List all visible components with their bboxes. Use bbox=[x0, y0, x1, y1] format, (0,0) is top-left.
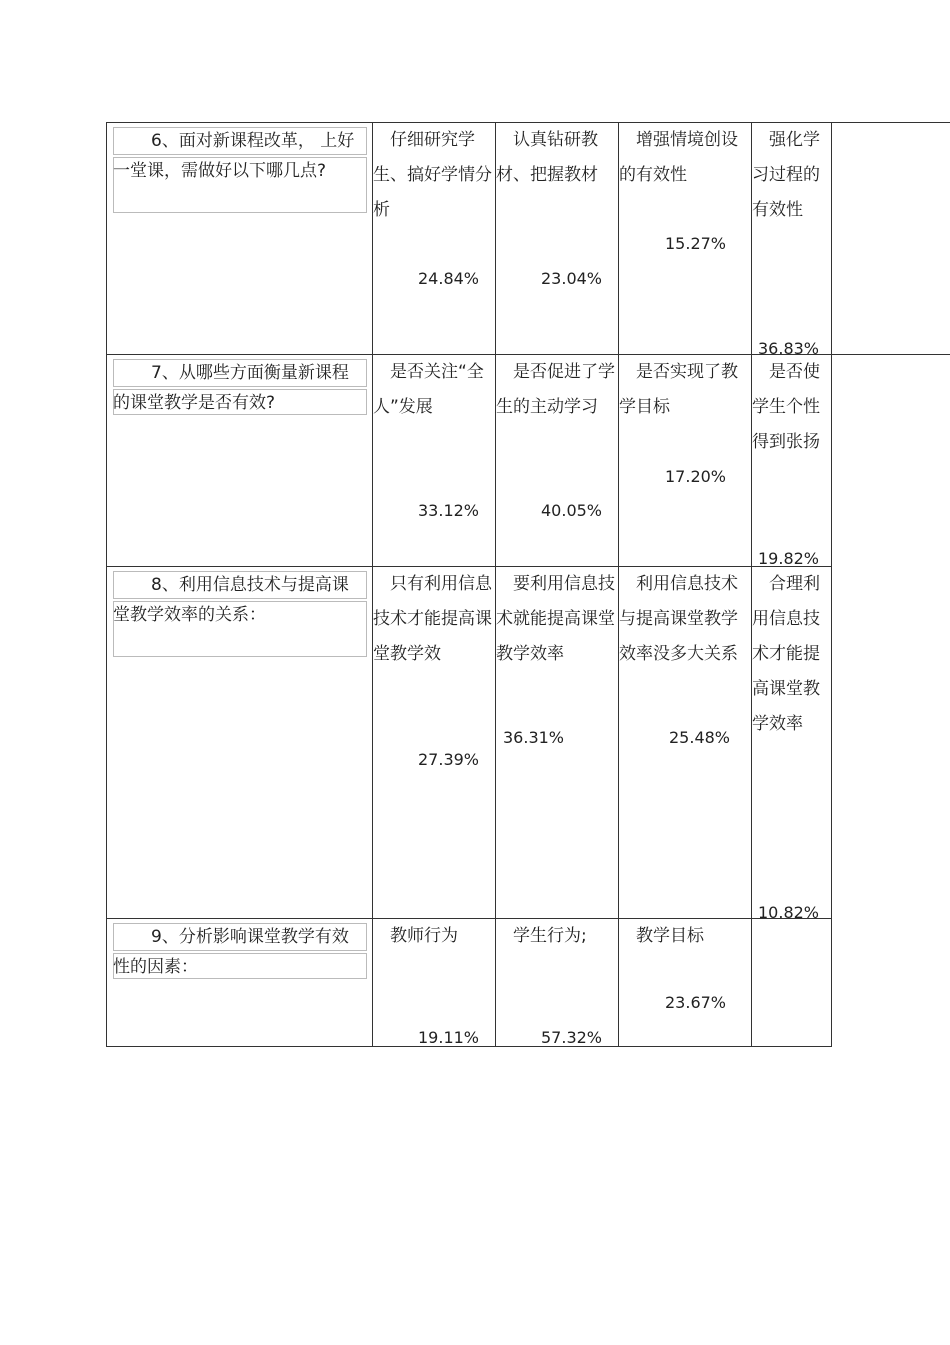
question-text-line2: 的课堂教学是否有效? bbox=[113, 393, 276, 413]
option-text: 是否实现了教学目标 bbox=[619, 362, 738, 417]
option-text: 是否促进了学生的主动学习 bbox=[496, 362, 615, 417]
option-percent: 36.31% bbox=[503, 728, 565, 747]
table-extension-lines bbox=[831, 122, 950, 355]
question-text-line2: 性的因素： bbox=[113, 957, 198, 977]
question-text-line1: 6、面对新课程改革， 上好 bbox=[151, 131, 355, 151]
option-percent: 40.05% bbox=[541, 501, 603, 520]
option-cell bbox=[619, 355, 752, 567]
option-text: 仔细研究学生、搞好学情分析 bbox=[373, 130, 492, 220]
table-row bbox=[107, 567, 832, 919]
question-text-line2: 堂教学效率的关系： bbox=[113, 605, 266, 625]
option-percent: 17.20% bbox=[665, 467, 727, 486]
question-text-line1: 9、分析影响课堂教学有效 bbox=[151, 927, 349, 947]
option-percent: 57.32% bbox=[541, 1028, 603, 1047]
option-percent: 10.82% bbox=[758, 903, 820, 922]
option-percent: 33.12% bbox=[418, 501, 480, 520]
option-text: 增强情境创设的有效性 bbox=[619, 130, 738, 185]
option-percent: 24.84% bbox=[418, 269, 480, 288]
option-text: 认真钻研教材、把握教材 bbox=[496, 130, 598, 185]
option-cell bbox=[619, 123, 752, 355]
table-row bbox=[107, 919, 832, 1047]
option-cell bbox=[496, 355, 619, 567]
survey-table bbox=[106, 122, 832, 1047]
question-cell bbox=[107, 355, 373, 567]
option-text: 教师行为 bbox=[373, 926, 458, 946]
option-percent: 23.67% bbox=[665, 993, 727, 1012]
option-cell bbox=[496, 123, 619, 355]
option-cell bbox=[752, 355, 832, 567]
option-text: 合理利用信息技术才能提高课堂教学效率 bbox=[752, 574, 820, 734]
question-cell bbox=[107, 567, 373, 919]
option-text: 只有利用信息技术才能提高课堂教学效 bbox=[373, 574, 492, 664]
option-cell bbox=[496, 567, 619, 919]
option-text: 学生行为; bbox=[496, 926, 587, 946]
table-row bbox=[107, 123, 832, 355]
option-cell bbox=[373, 919, 496, 1047]
question-text-line2: 一堂课，需做好以下哪几点? bbox=[113, 161, 327, 181]
option-text: 利用信息技术与提高课堂教学效率没多大关系 bbox=[619, 574, 738, 664]
question-cell bbox=[107, 919, 373, 1047]
option-cell bbox=[752, 919, 832, 1047]
option-cell bbox=[752, 123, 832, 358]
option-cell bbox=[373, 567, 496, 919]
option-cell bbox=[752, 567, 832, 922]
option-percent: 19.82% bbox=[758, 549, 820, 568]
option-percent: 25.48% bbox=[669, 728, 731, 747]
option-cell bbox=[496, 919, 619, 1047]
question-cell bbox=[107, 123, 373, 355]
option-percent: 36.83% bbox=[758, 339, 820, 358]
option-cell bbox=[619, 919, 752, 1047]
option-text: 要利用信息技术就能提高课堂教学效率 bbox=[496, 574, 615, 664]
question-text-line1: 8、利用信息技术与提高课 bbox=[151, 575, 349, 595]
option-text: 强化学习过程的有效性 bbox=[752, 130, 820, 220]
question-text-line1: 7、从哪些方面衡量新课程 bbox=[151, 363, 349, 383]
option-text: 是否使学生个性得到张扬 bbox=[752, 362, 820, 452]
option-percent: 19.11% bbox=[418, 1028, 480, 1047]
option-cell bbox=[619, 567, 752, 919]
option-cell bbox=[373, 355, 496, 567]
table-row bbox=[107, 355, 832, 567]
option-percent: 15.27% bbox=[665, 234, 727, 253]
option-cell bbox=[373, 123, 496, 355]
option-text: 教学目标 bbox=[619, 926, 704, 946]
option-percent: 27.39% bbox=[418, 750, 480, 769]
option-percent: 23.04% bbox=[541, 269, 603, 288]
option-text: 是否关注“全人”发展 bbox=[373, 362, 484, 417]
